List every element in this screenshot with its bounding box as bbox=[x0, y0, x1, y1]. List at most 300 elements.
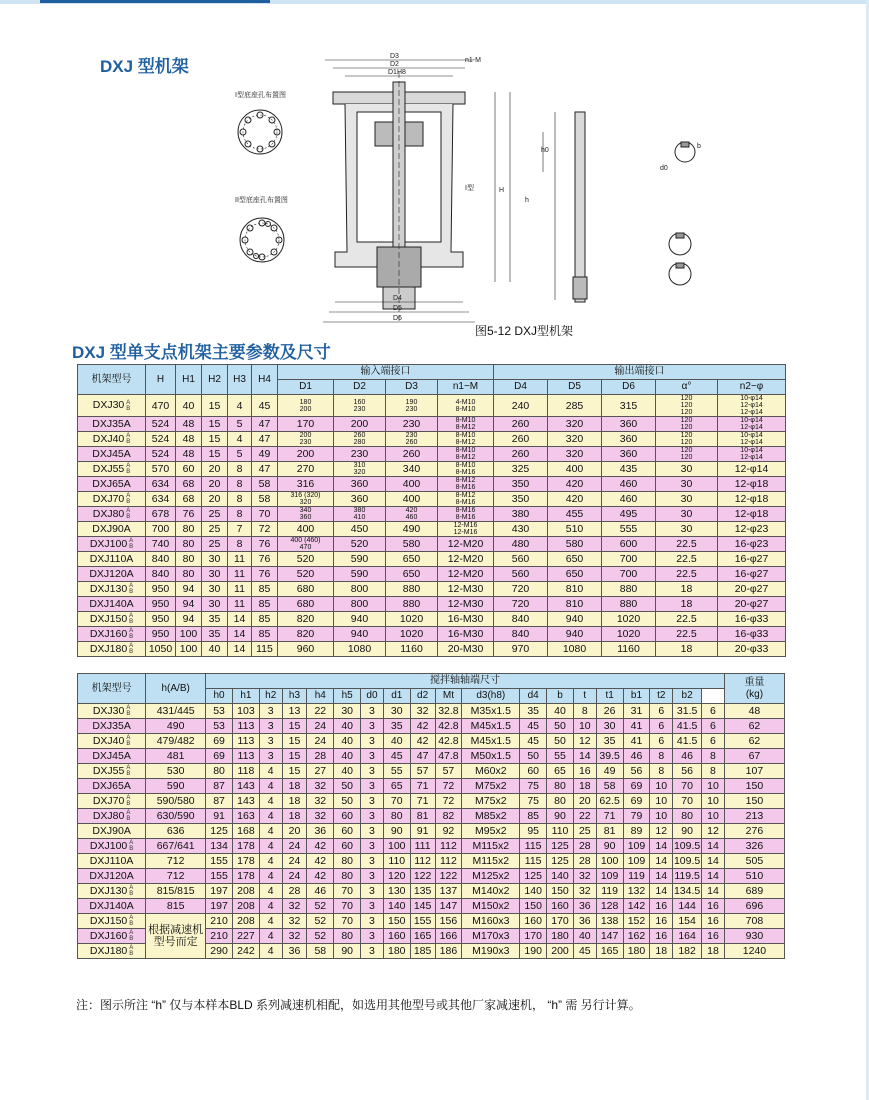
table-row bbox=[78, 734, 785, 749]
cell: 31.5 bbox=[673, 704, 702, 719]
cell: 24 bbox=[307, 719, 334, 734]
cell: 180 bbox=[547, 929, 574, 944]
cell-h: 636 bbox=[146, 824, 206, 839]
cell: 290 bbox=[206, 944, 233, 959]
cell: 32 bbox=[410, 704, 435, 719]
col-D4: D4 bbox=[494, 380, 548, 395]
cell: 880 bbox=[602, 582, 656, 597]
model-cell: DXJ55 A B bbox=[78, 462, 146, 477]
cell: 111 bbox=[410, 839, 435, 854]
cell: M190x3 bbox=[462, 944, 520, 959]
cell: 11 bbox=[228, 567, 252, 582]
cell: 6 bbox=[702, 704, 725, 719]
cell: 18 bbox=[282, 779, 307, 794]
cell: 455 bbox=[548, 507, 602, 522]
cell-weight: 67 bbox=[724, 749, 784, 764]
cell: 14 bbox=[650, 869, 673, 884]
cell-h: 630/590 bbox=[146, 809, 206, 824]
cell: 1160 bbox=[602, 642, 656, 657]
col-h-ab: h(A/B) bbox=[146, 674, 206, 704]
cell: M85x2 bbox=[462, 809, 520, 824]
cell: 45 bbox=[520, 719, 547, 734]
col-D6: D6 bbox=[602, 380, 656, 395]
cell-n1m: 8-M10 8-M12 bbox=[438, 432, 494, 447]
section-title: DXJ 型单支点机架主要参数及尺寸 bbox=[72, 343, 331, 362]
cell: 36 bbox=[573, 914, 596, 929]
ab-variant-mark: A B bbox=[126, 810, 131, 823]
cell: 10 bbox=[650, 809, 673, 824]
cell: 80 bbox=[334, 854, 361, 869]
frame-params-table bbox=[77, 364, 786, 657]
cell: 71 bbox=[596, 809, 623, 824]
cell-d3: 650 bbox=[386, 552, 438, 567]
col-alpha: α° bbox=[656, 380, 718, 395]
cell: 72 bbox=[435, 794, 462, 809]
model-cell: DXJ180 A B bbox=[78, 944, 146, 959]
cell: 119.5 bbox=[674, 870, 700, 882]
cell: 8 bbox=[228, 537, 252, 552]
cell: 14 bbox=[702, 854, 725, 869]
dim-h: h bbox=[525, 197, 529, 204]
cell: 4 bbox=[259, 914, 282, 929]
model-cell: DXJ180 A B bbox=[78, 642, 146, 657]
cell: M95x2 bbox=[462, 824, 520, 839]
cell-alpha: 120 120 bbox=[656, 417, 718, 432]
cell-n1m: 12-M20 bbox=[438, 567, 494, 582]
cell: 166 bbox=[435, 929, 462, 944]
cell-weight: 696 bbox=[724, 899, 784, 914]
cell: 36 bbox=[573, 899, 596, 914]
shaft-end-table bbox=[77, 673, 785, 959]
table-row bbox=[78, 764, 785, 779]
cell: 32 bbox=[282, 929, 307, 944]
cell: 135 bbox=[410, 884, 435, 899]
cell-d1: 316 (320) 320 bbox=[278, 492, 334, 507]
cell: M75x2 bbox=[462, 779, 520, 794]
cell: 31 bbox=[623, 704, 650, 719]
col-D1: D1 bbox=[278, 380, 334, 395]
cell: 4 bbox=[259, 824, 282, 839]
cell-alpha: 30 bbox=[656, 507, 718, 522]
cell-d3: 340 bbox=[386, 462, 438, 477]
cell: 85 bbox=[252, 627, 278, 642]
cell: 134 bbox=[206, 839, 233, 854]
cell: 15 bbox=[282, 749, 307, 764]
ab-variant-mark: A B bbox=[126, 765, 131, 778]
group-input: 输入端接口 bbox=[278, 365, 494, 380]
cell-d2: 360 bbox=[334, 492, 386, 507]
cell: 208 bbox=[233, 899, 260, 914]
table-row bbox=[78, 627, 786, 642]
hole-layout-label-2: II型底座孔布置图 bbox=[235, 197, 288, 204]
cell: 115 bbox=[520, 839, 547, 854]
cell: 200 bbox=[547, 944, 574, 959]
cell: 58 bbox=[252, 477, 278, 492]
ab-variant-mark: A B bbox=[129, 643, 134, 656]
cell-weight: 510 bbox=[724, 869, 784, 884]
cell: 16 bbox=[702, 929, 725, 944]
cell: 950 bbox=[146, 582, 176, 597]
cell: 30 bbox=[334, 704, 361, 719]
cell: 50 bbox=[334, 779, 361, 794]
cell: 4 bbox=[259, 854, 282, 869]
cell: 810 bbox=[548, 597, 602, 612]
cell: 940 bbox=[548, 627, 602, 642]
col-6: d0 bbox=[361, 689, 384, 704]
cell: 28 bbox=[573, 854, 596, 869]
cell: 880 bbox=[602, 597, 656, 612]
cell: 15 bbox=[202, 447, 228, 462]
table-row bbox=[78, 462, 786, 477]
cell-n2: 10-φ14 12-φ14 bbox=[718, 447, 786, 462]
cell: 242 bbox=[233, 944, 260, 959]
cell: 85 bbox=[252, 612, 278, 627]
cell: 170 bbox=[547, 914, 574, 929]
cell: 380 bbox=[494, 507, 548, 522]
cell-alpha: 30 bbox=[656, 462, 718, 477]
cell: 80 bbox=[673, 809, 702, 824]
cell-weight: 276 bbox=[724, 824, 784, 839]
cell: 3 bbox=[361, 824, 384, 839]
cell: 71 bbox=[410, 794, 435, 809]
cell-n2: 16-φ33 bbox=[718, 612, 786, 627]
model-cell: DXJ160 A B bbox=[78, 929, 146, 944]
cell: 76 bbox=[252, 537, 278, 552]
dim-h0: h0 bbox=[541, 147, 549, 154]
cell: 58 bbox=[596, 779, 623, 794]
cell: 91 bbox=[410, 824, 435, 839]
cell-d2: 160 230 bbox=[334, 395, 386, 417]
cell: 120 bbox=[383, 869, 410, 884]
cell: 47.8 bbox=[435, 749, 462, 764]
cell: 58 bbox=[252, 492, 278, 507]
table-row bbox=[78, 567, 786, 582]
cell: M50x1.5 bbox=[462, 749, 520, 764]
cell: 634 bbox=[146, 477, 176, 492]
cell: 26 bbox=[596, 704, 623, 719]
cell: 840 bbox=[146, 552, 176, 567]
cell-d2: 590 bbox=[334, 567, 386, 582]
model-cell: DXJ40 A B bbox=[78, 734, 146, 749]
cell-n1m: 8-M12 8-M16 bbox=[438, 477, 494, 492]
col-4: h4 bbox=[307, 689, 334, 704]
cell: 48 bbox=[176, 447, 202, 462]
cell: 155 bbox=[206, 869, 233, 884]
cell: 12 bbox=[702, 824, 725, 839]
cell: 16 bbox=[573, 764, 596, 779]
cell: 56 bbox=[623, 764, 650, 779]
cell: 495 bbox=[602, 507, 656, 522]
ab-variant-mark: A B bbox=[129, 538, 134, 551]
table-row bbox=[78, 899, 785, 914]
cell: 164 bbox=[673, 929, 702, 944]
cell: 10 bbox=[650, 779, 673, 794]
cell: 700 bbox=[602, 552, 656, 567]
cell-h: 667/641 bbox=[146, 839, 206, 854]
cell: 400 bbox=[548, 462, 602, 477]
ab-variant-mark: A B bbox=[126, 493, 131, 506]
cell: 20 bbox=[573, 794, 596, 809]
cell: 152 bbox=[623, 914, 650, 929]
cell: 35 bbox=[383, 719, 410, 734]
cell: 40 bbox=[334, 734, 361, 749]
cell: 100 bbox=[176, 642, 202, 657]
cell: 113 bbox=[233, 719, 260, 734]
cell: 435 bbox=[602, 462, 656, 477]
col-D5: D5 bbox=[548, 380, 602, 395]
cell: 3 bbox=[361, 734, 384, 749]
cell: M45x1.5 bbox=[462, 734, 520, 749]
top-rule bbox=[0, 0, 869, 4]
cell-d3: 400 bbox=[386, 477, 438, 492]
cell-alpha: 18 bbox=[656, 597, 718, 612]
dim-d1: D1H8 bbox=[388, 69, 406, 76]
page-title: DXJ 型机架 bbox=[100, 57, 189, 76]
cell: 45 bbox=[520, 734, 547, 749]
cell-alpha: 22.5 bbox=[656, 627, 718, 642]
cell-n1m: 12-M20 bbox=[438, 552, 494, 567]
cell: 60 bbox=[334, 839, 361, 854]
cell-d1: 180 200 bbox=[278, 395, 334, 417]
cell-d3: 1160 bbox=[386, 642, 438, 657]
ab-variant-mark: A B bbox=[129, 930, 134, 943]
cell: 32 bbox=[307, 809, 334, 824]
cell: 80 bbox=[176, 522, 202, 537]
cell-weight: 930 bbox=[724, 929, 784, 944]
cell: 115 bbox=[520, 854, 547, 869]
model-cell: DXJ100 A B bbox=[78, 537, 146, 552]
col-8: d2 bbox=[410, 689, 435, 704]
cell: 24 bbox=[307, 734, 334, 749]
cell: 109 bbox=[623, 839, 650, 854]
cell: 186 bbox=[435, 944, 462, 959]
cell: 62.5 bbox=[596, 794, 623, 809]
col-14: t1 bbox=[596, 689, 623, 704]
cell-n2: 10-φ14 12-φ14 bbox=[718, 417, 786, 432]
cell: 4 bbox=[259, 899, 282, 914]
cell: 160 bbox=[383, 929, 410, 944]
dim-d5: D5 bbox=[393, 305, 402, 312]
cell: 42 bbox=[307, 839, 334, 854]
ab-variant-mark: A B bbox=[126, 463, 131, 476]
cell: 20 bbox=[202, 462, 228, 477]
table-row bbox=[78, 854, 785, 869]
cell: 70 bbox=[252, 507, 278, 522]
cell: 14 bbox=[228, 627, 252, 642]
cell-d2: 230 bbox=[334, 447, 386, 462]
table-row bbox=[78, 582, 786, 597]
cell: 112 bbox=[435, 839, 462, 854]
col-1: h1 bbox=[233, 689, 260, 704]
col-9: Mt bbox=[435, 689, 462, 704]
cell: M115x2 bbox=[462, 839, 520, 854]
cell-d3: 230 bbox=[386, 417, 438, 432]
cell: 4 bbox=[259, 809, 282, 824]
cell: 3 bbox=[361, 899, 384, 914]
cell: 840 bbox=[494, 627, 548, 642]
cell: 950 bbox=[146, 627, 176, 642]
cell-alpha: 22.5 bbox=[656, 567, 718, 582]
cell-n2: 12-φ18 bbox=[718, 477, 786, 492]
cell-d3: 230 260 bbox=[386, 432, 438, 447]
cell: 122 bbox=[435, 869, 462, 884]
cell: 32.8 bbox=[435, 704, 462, 719]
cell-n2: 10-φ14 12-φ14 bbox=[718, 432, 786, 447]
cell-weight: 107 bbox=[724, 764, 784, 779]
cell: 42 bbox=[307, 869, 334, 884]
cell: 155 bbox=[206, 854, 233, 869]
cell: 115 bbox=[252, 642, 278, 657]
cell-d2: 940 bbox=[334, 627, 386, 642]
cell: 3 bbox=[259, 719, 282, 734]
cell: 103 bbox=[233, 704, 260, 719]
cell-n1m: 20-M30 bbox=[438, 642, 494, 657]
cell: 143 bbox=[233, 779, 260, 794]
col-H1: H1 bbox=[176, 365, 202, 395]
cell: 110 bbox=[383, 854, 410, 869]
group-output: 输出端接口 bbox=[494, 365, 786, 380]
cell: 28 bbox=[307, 749, 334, 764]
col-2: h2 bbox=[259, 689, 282, 704]
cell: 92 bbox=[435, 824, 462, 839]
table-row bbox=[78, 719, 785, 734]
cell: 81 bbox=[596, 824, 623, 839]
cell: 85 bbox=[520, 809, 547, 824]
col-H3: H3 bbox=[228, 365, 252, 395]
cell: 163 bbox=[233, 809, 260, 824]
cell: 68 bbox=[176, 477, 202, 492]
cell: 3 bbox=[361, 854, 384, 869]
figure-caption: 图5-12 DXJ型机架 bbox=[475, 324, 574, 338]
ab-variant-mark: A B bbox=[129, 945, 134, 958]
cell: 48 bbox=[176, 432, 202, 447]
cell: 3 bbox=[361, 929, 384, 944]
ab-variant-mark: A B bbox=[129, 583, 134, 596]
table-row bbox=[78, 839, 785, 854]
table-row bbox=[78, 507, 786, 522]
dim-d2: D2 bbox=[390, 61, 399, 68]
cell: 3 bbox=[259, 749, 282, 764]
model-cell: DXJ150 A B bbox=[78, 612, 146, 627]
cell: 41 bbox=[623, 719, 650, 734]
cell: M75x2 bbox=[462, 794, 520, 809]
cell: 113 bbox=[233, 734, 260, 749]
cell: 40 bbox=[573, 929, 596, 944]
cell: 470 bbox=[146, 395, 176, 417]
model-cell: DXJ140A bbox=[78, 597, 146, 612]
cell: 3 bbox=[259, 704, 282, 719]
ab-variant-mark: A B bbox=[126, 795, 131, 808]
cell: 128 bbox=[596, 899, 623, 914]
cell: 5 bbox=[228, 447, 252, 462]
frame-section bbox=[323, 60, 510, 322]
cell: 15 bbox=[282, 734, 307, 749]
cell-n2: 10-φ14 12-φ14 12-φ14 bbox=[718, 395, 786, 417]
cell-alpha: 18 bbox=[656, 642, 718, 657]
cell-d1: 680 bbox=[278, 597, 334, 612]
cell: 4 bbox=[259, 764, 282, 779]
cell: M150x2 bbox=[462, 899, 520, 914]
cell: 95 bbox=[520, 824, 547, 839]
cell: 3 bbox=[361, 944, 384, 959]
cell: 50 bbox=[520, 749, 547, 764]
cell: 16 bbox=[650, 929, 673, 944]
cell: 27 bbox=[307, 764, 334, 779]
cell: M115x2 bbox=[462, 854, 520, 869]
cell: 42 bbox=[410, 734, 435, 749]
cell: 142 bbox=[623, 899, 650, 914]
cell: 50 bbox=[334, 794, 361, 809]
cell: 25 bbox=[202, 507, 228, 522]
cell: 40 bbox=[334, 749, 361, 764]
cell: 28 bbox=[282, 884, 307, 899]
cell: 14 bbox=[650, 854, 673, 869]
col-7: d1 bbox=[383, 689, 410, 704]
col-H: H bbox=[146, 365, 176, 395]
cell: 190 bbox=[520, 944, 547, 959]
model-cell: DXJ70 A B bbox=[78, 492, 146, 507]
cell: 3 bbox=[361, 914, 384, 929]
cell: 145 bbox=[410, 899, 435, 914]
cell-d2: 380 410 bbox=[334, 507, 386, 522]
cell: 7 bbox=[228, 522, 252, 537]
cell: 132 bbox=[623, 884, 650, 899]
cell: 109 bbox=[596, 869, 623, 884]
cell: 165 bbox=[596, 944, 623, 959]
cell: 350 bbox=[494, 492, 548, 507]
cell: 80 bbox=[334, 929, 361, 944]
cell: 320 bbox=[548, 432, 602, 447]
cell-d2: 360 bbox=[334, 477, 386, 492]
cell: 90 bbox=[547, 809, 574, 824]
cell: 90 bbox=[596, 839, 623, 854]
cell: 30 bbox=[202, 552, 228, 567]
cell: 72 bbox=[252, 522, 278, 537]
cell: 87 bbox=[206, 794, 233, 809]
model-cell: DXJ55 A B bbox=[78, 764, 146, 779]
cell: 118 bbox=[233, 764, 260, 779]
cell: 420 bbox=[548, 477, 602, 492]
cell-d3: 880 bbox=[386, 597, 438, 612]
cell: 3 bbox=[361, 749, 384, 764]
cell: 20 bbox=[202, 477, 228, 492]
cell: 60 bbox=[334, 809, 361, 824]
cell: 260 bbox=[494, 432, 548, 447]
ab-variant-mark: A B bbox=[129, 885, 134, 898]
cell-n2: 16-φ27 bbox=[718, 552, 786, 567]
cell: 740 bbox=[146, 537, 176, 552]
cell: 30 bbox=[596, 719, 623, 734]
cell-d2: 520 bbox=[334, 537, 386, 552]
col-5: h5 bbox=[334, 689, 361, 704]
cell: 3 bbox=[361, 794, 384, 809]
cell: 4 bbox=[259, 884, 282, 899]
cell: 109.5 bbox=[673, 855, 701, 867]
cell: 134.5 bbox=[673, 885, 701, 897]
model-cell: DXJ30 A B bbox=[78, 704, 146, 719]
cell-alpha: 30 bbox=[656, 477, 718, 492]
cell-d1: 960 bbox=[278, 642, 334, 657]
cell: 5 bbox=[228, 417, 252, 432]
cell: 16 bbox=[702, 914, 725, 929]
cell: 85 bbox=[252, 597, 278, 612]
cell: 4 bbox=[228, 395, 252, 417]
cell: 25 bbox=[202, 522, 228, 537]
cell: 11 bbox=[228, 582, 252, 597]
cell-weight: 1240 bbox=[724, 944, 784, 959]
cell-n1m: 8-M16 8-M16 bbox=[438, 507, 494, 522]
cell: 90 bbox=[334, 944, 361, 959]
